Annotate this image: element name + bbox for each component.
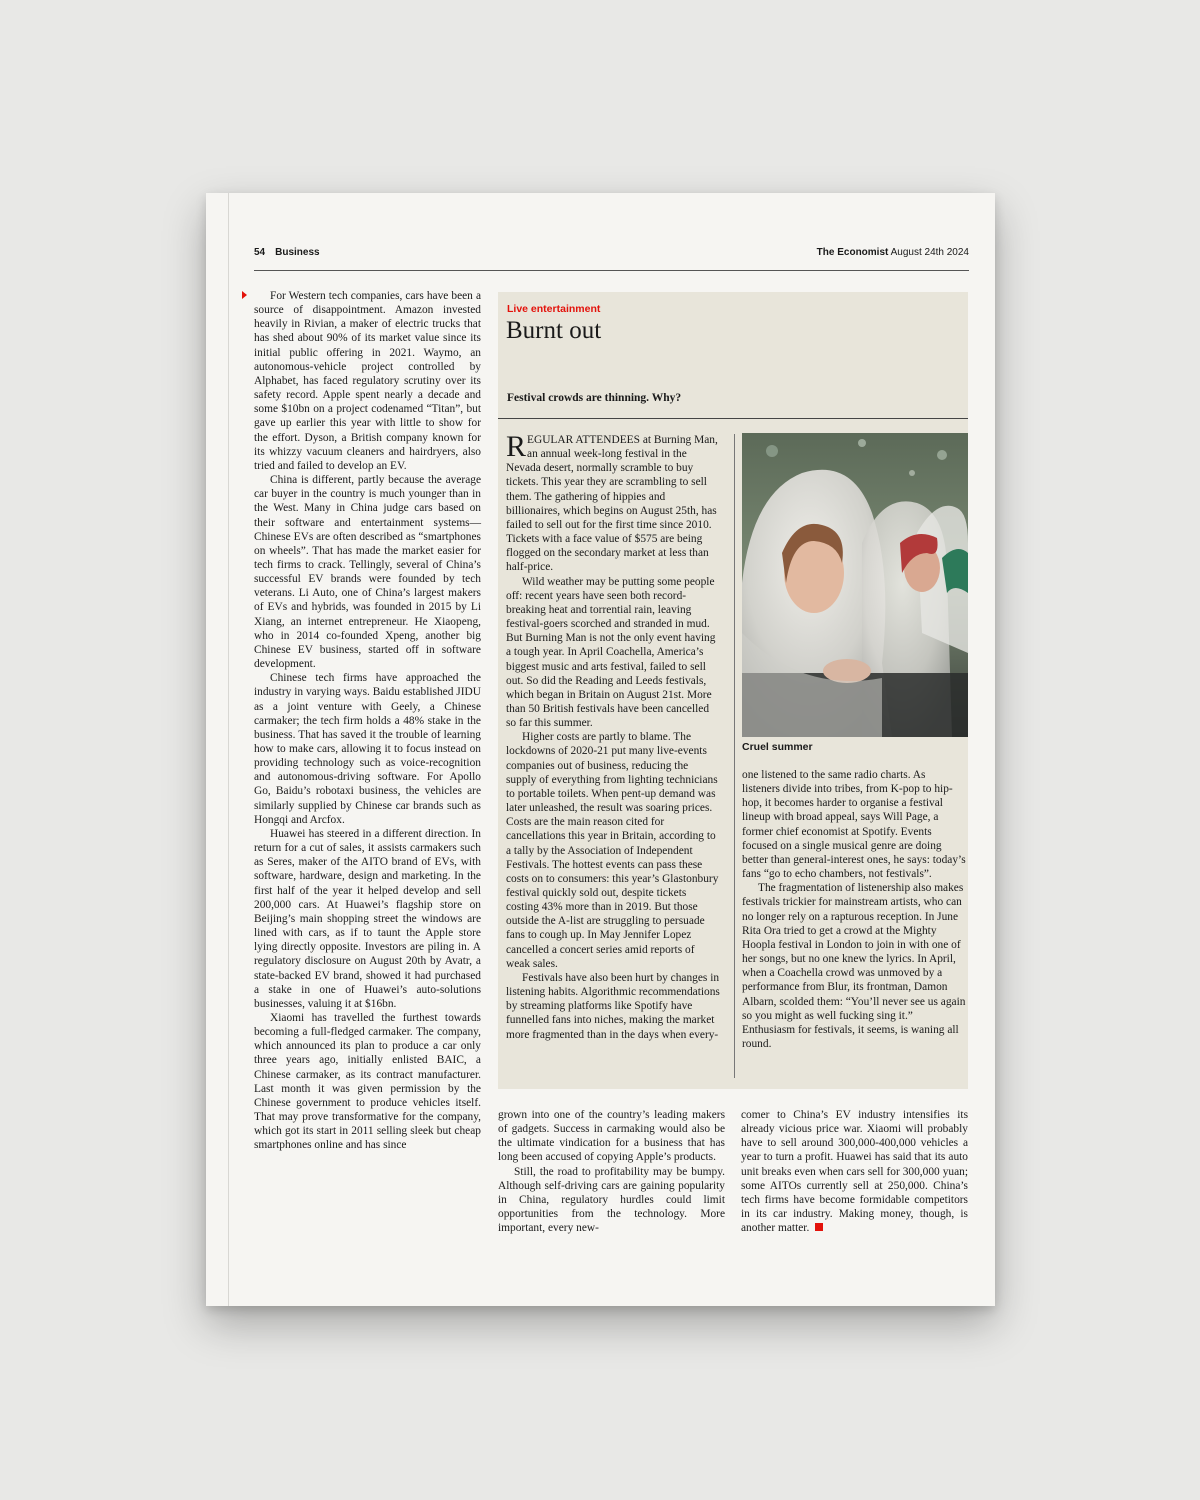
box-paragraph: Wild weather may be putting some people off: recent years have seen both record-breaking heat and torrential rain, leaving festival-goers scorched and stranded in mud. But Burning Man is not the only event having a tough year. In April Coachella, America’s biggest music and arts festival, failed to sell out. So did the Reading and Leeds festivals, which began in Britain on August 21st. More than 50 British festivals have been cancelled so far this summer. (506, 575, 716, 730)
page-number: 54 (254, 247, 266, 258)
box-paragraph: Festivals have also been hurt by changes in listening habits. Algorithmic recommendations by streaming platforms like Spotify have funnelled fans into niches, making the market more fragmented than in the days when every- (506, 971, 720, 1041)
red-triangle-icon (242, 291, 247, 299)
box-standfirst: Festival crowds are thinning. Why? (507, 392, 682, 404)
box-rule (498, 418, 968, 419)
box-lead-paragraph (506, 430, 721, 575)
box-column-1 (506, 430, 721, 1042)
festival-crowd-photo (742, 433, 968, 737)
main-article-column-3 (741, 1108, 968, 1235)
sidebar-box (498, 292, 968, 1089)
section-name: Business (275, 247, 320, 258)
lead-smallcaps: EGULAR ATTENDEES (527, 434, 640, 446)
closing-text: comer to China’s EV industry intensifies its already vicious price war. Xiaomi will probably have to sell around 300,000-400,000 vehicles a year to turn a profit. Huawei has said that its auto unit breaks even when cars sell for 300,000 yuan; some AITOs currently sell at 250,000. China’s tech firms have become formidable competitors in its car industry. Making money, though, is another matter. (741, 1109, 968, 1235)
box-rubric: Live entertainment (507, 303, 601, 315)
article-paragraph: Xiaomi has travelled the furthest towards becoming a full-fledged carmaker. The company, which announced its plan to produce a car only three years ago, initially enlisted BAIC, a Chinese carmaker, as its contract manufacturer. Last month it was given permission by the Chinese government to produce vehicles itself. That may prove transformative for the company, which got its start in 2011 selling sleek but cheap smartphones online and has since (254, 1011, 481, 1152)
header-rule (254, 270, 969, 271)
folio-left (254, 247, 330, 258)
festival-crowd-photo-illustration (742, 433, 968, 737)
lead-text: at Burning Man, an annual week-long festival in the Nevada desert, normally scramble to buy tickets. This year they are scrambling to sell them. The gathering of hippies and billionaires, which begins on August 25th, has failed to sell out for the first time since 2010. Tickets with a face value of $575 are being flogged on the secondary market at less than half-price. (506, 434, 718, 574)
main-article-column-2 (498, 1108, 725, 1235)
publication-name: The Economist (816, 247, 889, 258)
main-article-column-1 (254, 289, 481, 1153)
box-paragraph: one listened to the same radio charts. As listeners divide into tribes, from K-pop to hip-hop, it becomes harder to organise a festival lineup with broad appeal, says Will Page, a former chief economist at Spotify. Events focused on a single musical genre are doing better than general-interest ones, he says: today’s fans “go to echo chambers, not festivals”. (742, 769, 966, 881)
box-column-2 (742, 768, 966, 1051)
article-paragraph: China is different, partly because the average car buyer in the country is much younger than in the West. Many in China judge cars based on their software and entertainment systems—Chinese EVs are often described as “smartphones on wheels”. That has made the market easier for tech firms to crack. Tellingly, several of China’s successful EV brands were founded by tech veterans. Li Auto, one of China’s largest makers of EVs and hybrids, was founded in 2015 by Li Xiang, an internet entrepreneur. He Xiaopeng, who in 2014 co-founded Xpeng, another big Chinese EV business, started off in software development. (254, 474, 481, 671)
drop-cap: R (506, 430, 527, 463)
column-divider (734, 434, 735, 1078)
article-paragraph: Still, the road to profitability may be bumpy. Although self-driving cars are gaining popularity in China, regulatory hurdles could limit opportunities from the technology. More important, every new- (498, 1165, 725, 1235)
magazine-page (206, 193, 995, 1306)
article-paragraph: Huawei has steered in a different direction. In return for a cut of sales, it assists carmakers such as Seres, maker of the AITO brand of EVs, with software, hardware, design and marketing. In the first half of the year it helped develop and sell 200,000 cars. At Huawei’s flagship store on Beijing’s main shopping street the windows are lined with cars, as if to taunt the Apple store lying directly opposite. Investors are piling in. A regulatory disclosure on August 20th by Avatr, a state-backed EV brand, showed it had purchased a stake in one of Huawei’s auto-solutions businesses, valuing it at $16bn. (254, 827, 481, 1010)
spine-line (228, 193, 229, 1306)
article-paragraph (741, 1108, 968, 1235)
box-paragraph: Higher costs are partly to blame. The lockdowns of 2020-21 put many live-events companies out of business, reducing the supply of everything from lighting technicians to portable toilets. When pent-up demand was later unleashed, the result was soaring prices. Costs are the main reason cited for cancellations this year in Britain, according to a tally by the Association of Independent Festivals. The hottest events can pass these costs on to consumers: this year’s Glastonbury festival quickly sold out, despite tickets costing 43% more than in 2019. But those outside the A-list are struggling to persuade fans to cough up. In May Jennifer Lopez cancelled a concert series amid reports of weak sales. (506, 731, 719, 970)
article-paragraph: For Western tech companies, cars have been a source of disappointment. Amazon invested heavily in Rivian, a maker of electric trucks that has shed about 90% of its market value since its initial public offering in 2021. Waymo, an autonomous-vehicle project controlled by Alphabet, has faced regulatory scrutiny over its safety record. Apple spent nearly a decade and some $10bn on a project codenamed “Titan”, but gave up earlier this year with little to show for the effort. Dyson, a British company known for its whizzy vacuum cleaners and hairdryers, also tried and failed to develop an EV. (254, 290, 481, 472)
folio (254, 247, 969, 265)
article-paragraph: grown into one of the country’s leading makers of gadgets. Success in carmaking would also be the ultimate vindication for a business that has long been accused of copying Apple’s products. (498, 1109, 725, 1164)
box-headline: Burnt out (506, 317, 602, 344)
red-square-icon (815, 1223, 823, 1231)
issue-date: August 24th 2024 (890, 247, 969, 258)
photo-caption: Cruel summer (742, 741, 813, 753)
folio-right (817, 247, 969, 258)
article-paragraph: Chinese tech firms have approached the industry in varying ways. Baidu established JIDU as a joint venture with Geely, a Chinese carmaker; the tech firm holds a 48% stake in the business. That has saved it the trouble of learning how to make cars, allowing it to focus instead on providing technology such as voice-recognition and autonomous-driving software. For Apollo Go, Baidu’s robotaxi business, the vehicles are similarly supplied by Chinese car brands such as Hongqi and Arcfox. (254, 672, 481, 826)
box-paragraph: The fragmentation of listenership also makes festivals trickier for mainstream artists, who can no longer rely on a rapturous reception. In June Rita Ora tried to get a crowd at the Mighty Hoopla festival in London to join in with one of her songs, but no one knew the lyrics. In April, when a Coachella crowd was unmoved by a performance from Blur, its frontman, Damon Albarn, scolded them: “You’ll never see us again so you might as well fucking sing it.” Enthusiasm for festivals, it seems, is waning all round. (742, 882, 966, 1050)
